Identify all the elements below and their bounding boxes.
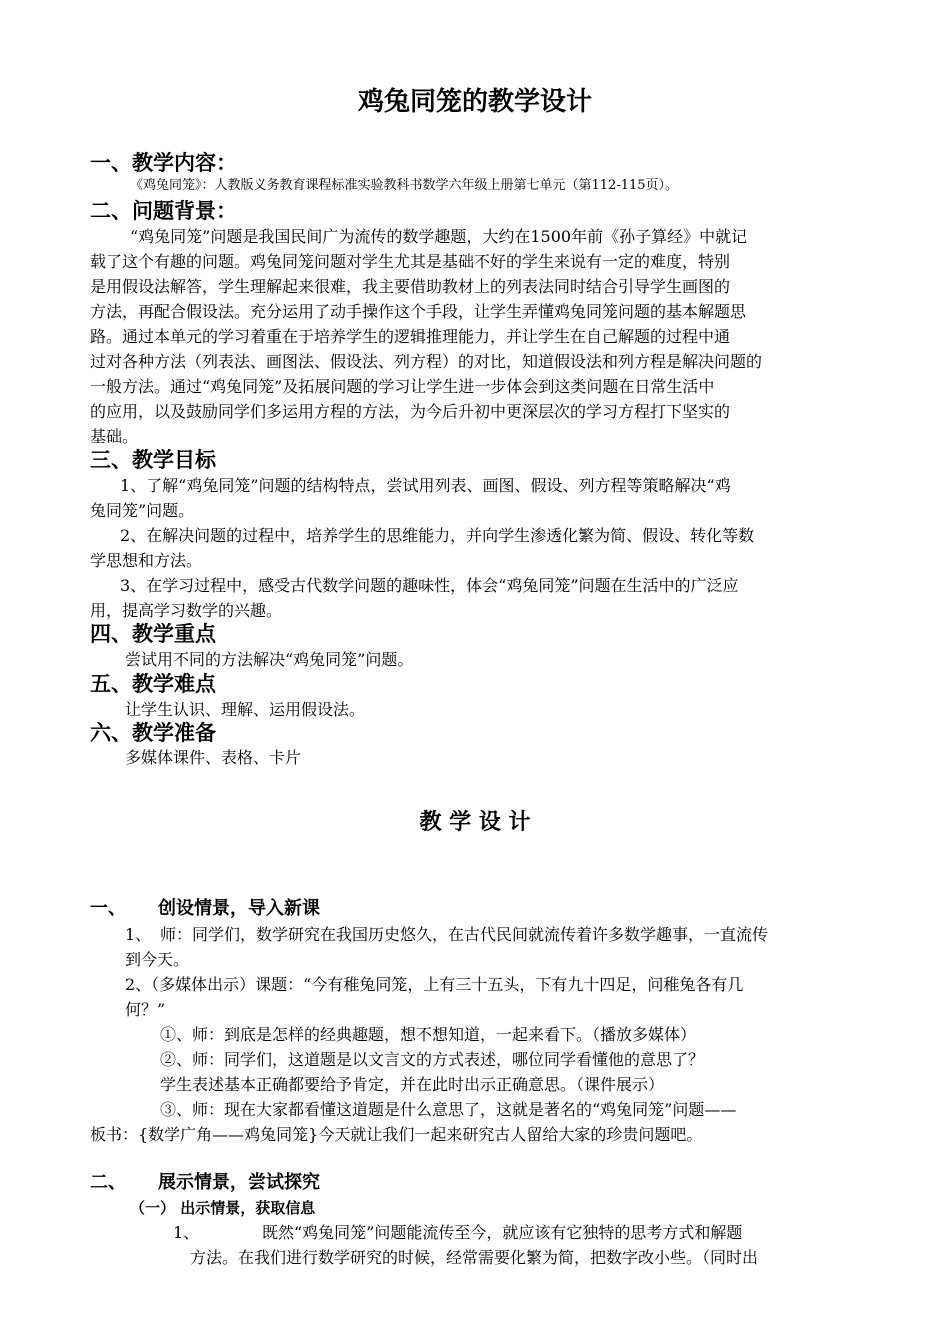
section-heading-background: 二、问题背景： xyxy=(90,199,237,223)
part1-sub-line: ①、师：到底是怎样的经典趣题，想不想知道，一起来看下。（播放多媒体） xyxy=(160,1025,697,1044)
background-line: 是用假设法解答，学生理解起来很难，我主要借助教材上的列表法同时结合引导学生画图的 xyxy=(90,277,731,296)
background-line: 过对各种方法（列表法、画图法、假设法、列方程）的对比，知道假设法和列方程是解决问题的 xyxy=(90,352,763,371)
part1-item-line: 2、（多媒体出示）课题：“今有稚兔同笼，上有三十五头，下有九十四足，问稚兔各有几 xyxy=(125,975,744,994)
part2-item-number: 1、 xyxy=(173,1223,200,1242)
background-line: 的应用，以及鼓励同学们多运用方程的方法，为今后升初中更深层次的学习方程打下坚实的 xyxy=(90,402,731,421)
part1-number: 一、 xyxy=(90,898,126,919)
section-heading-content: 一、教学内容： xyxy=(90,151,237,175)
goal-line: 1、了解“鸡兔同笼”问题的结构特点，尝试用列表、画图、假设、列方程等策略解决“鸡 xyxy=(120,476,731,495)
background-line: 基础。 xyxy=(90,427,139,446)
part1-sub-line: ②、师：同学们，这道题是以文言文的方式表述，哪位同学看懂他的意思了？ xyxy=(160,1050,705,1069)
document-title: 鸡兔同笼的教学设计 xyxy=(357,87,592,117)
part1-item-line: 何？” xyxy=(125,1000,166,1019)
goal-line: 3、在学习过程中，感受古代数学问题的趣味性，体会“鸡兔同笼”问题在生活中的广泛应 xyxy=(120,576,739,595)
part2-sub-heading: （一） 出示情景，获取信息 xyxy=(130,1199,316,1217)
part1-sub-line: 学生表述基本正确都要给予肯定，并在此时出示正确意思。（课件展示） xyxy=(160,1075,665,1094)
difficulty-text: 让学生认识、理解、运用假设法。 xyxy=(125,700,366,719)
part2-heading: 展示情景，尝试探究 xyxy=(158,1172,320,1193)
key-point-text: 尝试用不同的方法解决“鸡兔同笼”问题。 xyxy=(125,650,414,669)
prep-text: 多媒体课件、表格、卡片 xyxy=(125,748,302,767)
section-heading-difficulty: 五、教学难点 xyxy=(90,672,216,696)
section-heading-prep: 六、教学准备 xyxy=(90,721,216,745)
part1-sub-line: ③、师：现在大家都看懂这道题是什么意思了，这就是著名的“鸡兔同笼”问题—— xyxy=(160,1100,737,1119)
background-line: “鸡兔同笼”问题是我国民间广为流传的数学趣题，大约在1500年前《孙子算经》中就记 xyxy=(130,227,748,246)
part2-number: 二、 xyxy=(90,1172,126,1193)
part1-sub-line: 板书：{数学广角——鸡兔同笼}今天就让我们一起来研究古人留给大家的珍贵问题吧。 xyxy=(90,1125,703,1144)
background-line: 路。通过本单元的学习着重在于培养学生的逻辑推理能力，并让学生在自己解题的过程中通 xyxy=(90,327,731,346)
background-line: 方法，再配合假设法。充分运用了动手操作这个手段，让学生弄懂鸡兔同笼问题的基本解题思 xyxy=(90,302,747,321)
goal-line: 学思想和方法。 xyxy=(90,551,203,570)
part1-item-number: 1、 xyxy=(125,925,152,944)
part1-item-line: 到今天。 xyxy=(125,950,190,969)
section-heading-goals: 三、教学目标 xyxy=(90,448,216,472)
part2-item-line: 方法。在我们进行数学研究的时候，经常需要化繁为简，把数字改小些。（同时出 xyxy=(190,1248,759,1267)
goal-line: 用，提高学习数学的兴趣。 xyxy=(90,601,283,620)
goal-line: 2、在解决问题的过程中，培养学生的思维能力，并向学生渗透化繁为简、假设、转化等数 xyxy=(120,526,755,545)
background-line: 载了这个有趣的问题。鸡兔同笼问题对学生尤其是基础不好的学生来说有一定的难度，特别 xyxy=(90,252,731,271)
design-title: 教 学 设 计 xyxy=(419,810,531,835)
part2-item-line: 既然“鸡兔同笼”问题能流传至今，就应该有它独特的思考方式和解题 xyxy=(262,1223,743,1242)
part1-item-line: 师：同学们，数学研究在我国历史悠久，在古代民间就流传着许多数学趣事，一直流传 xyxy=(160,925,769,944)
content-text: 《鸡兔同笼》：人教版义务教育课程标准实验教科书数学六年级上册第七单元（第112-115页）。 xyxy=(130,178,679,193)
background-line: 一般方法。通过“鸡兔同笼”及拓展问题的学习让学生进一步体会到这类问题在日常生活中 xyxy=(90,377,715,396)
part1-heading: 创设情景，导入新课 xyxy=(158,898,320,919)
section-heading-key-point: 四、教学重点 xyxy=(90,622,216,646)
goal-line: 兔同笼”问题。 xyxy=(90,501,195,520)
